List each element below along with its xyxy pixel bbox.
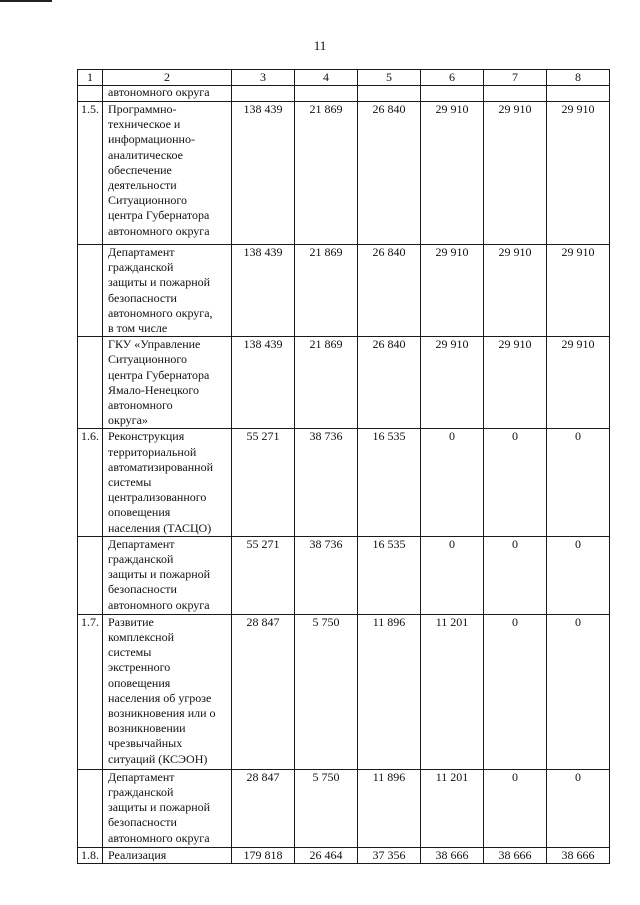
value-cell: 5 750: [295, 769, 358, 847]
row-name-cell: Департамент гражданской защиты и пожарной безопасности автономного округа: [103, 536, 232, 614]
value-cell: 21 869: [295, 337, 358, 429]
row-number-cell: 1.7.: [78, 614, 103, 769]
value-cell: 0: [421, 429, 484, 536]
value-cell: 5 750: [295, 614, 358, 769]
column-header: 4: [295, 70, 358, 86]
value-cell: 138 439: [232, 102, 295, 245]
value-cell: 26 840: [358, 337, 421, 429]
value-cell: 0: [547, 536, 610, 614]
value-cell: 38 666: [484, 847, 547, 863]
value-cell: 29 910: [547, 102, 610, 245]
value-cell: 16 535: [358, 429, 421, 536]
value-cell: 0: [547, 614, 610, 769]
value-cell: 29 910: [484, 102, 547, 245]
value-cell: [232, 86, 295, 102]
table-row: [78, 102, 610, 245]
row-name-cell: Департамент гражданской защиты и пожарной безопасности автономного округа, в том числе: [103, 245, 232, 337]
value-cell: 11 896: [358, 769, 421, 847]
value-cell: [484, 86, 547, 102]
value-cell: 29 910: [484, 245, 547, 337]
row-name-cell: Реализация: [103, 847, 232, 863]
value-cell: 29 910: [547, 245, 610, 337]
value-cell: 38 666: [421, 847, 484, 863]
value-cell: 21 869: [295, 245, 358, 337]
table-row: [78, 536, 610, 614]
value-cell: 26 464: [295, 847, 358, 863]
value-cell: [358, 86, 421, 102]
value-cell: 0: [547, 769, 610, 847]
value-cell: [295, 86, 358, 102]
value-cell: 26 840: [358, 245, 421, 337]
row-number-cell: 1.8.: [78, 847, 103, 863]
row-name-cell: автономного округа: [103, 86, 232, 102]
value-cell: 11 896: [358, 614, 421, 769]
table-row: [78, 245, 610, 337]
value-cell: 138 439: [232, 337, 295, 429]
row-name-cell: Реконструкция территориальной автоматизированной системы централизованного оповещения населения (ТАСЦО): [103, 429, 232, 536]
row-name-cell: Департамент гражданской защиты и пожарной безопасности автономного округа: [103, 769, 232, 847]
row-number-cell: 1.6.: [78, 429, 103, 536]
table-row: [78, 614, 610, 769]
value-cell: [547, 86, 610, 102]
value-cell: 0: [484, 614, 547, 769]
value-cell: 55 271: [232, 536, 295, 614]
value-cell: 29 910: [421, 337, 484, 429]
column-header: 1: [78, 70, 103, 86]
column-header: 6: [421, 70, 484, 86]
value-cell: 0: [484, 429, 547, 536]
row-name-cell: ГКУ «Управление Ситуационного центра Губернатора Ямало-Ненецкого автономного округа»: [103, 337, 232, 429]
column-header: 7: [484, 70, 547, 86]
value-cell: 29 910: [421, 102, 484, 245]
row-number-cell: [78, 337, 103, 429]
value-cell: 38 736: [295, 429, 358, 536]
column-header: 5: [358, 70, 421, 86]
column-header: 8: [547, 70, 610, 86]
row-name-cell: Развитие комплексной системы экстренного оповещения населения об угрозе возникновения или о возникновении чрезвычайных ситуаций (КСЭОН): [103, 614, 232, 769]
row-number-cell: [78, 86, 103, 102]
page-number: 11: [313, 38, 327, 53]
value-cell: 38 666: [547, 847, 610, 863]
column-header: 3: [232, 70, 295, 86]
value-cell: 21 869: [295, 102, 358, 245]
table-row: [78, 337, 610, 429]
value-cell: 29 910: [484, 337, 547, 429]
value-cell: 29 910: [421, 245, 484, 337]
column-header: 2: [103, 70, 232, 86]
value-cell: 0: [421, 536, 484, 614]
row-number-cell: 1.5.: [78, 102, 103, 245]
value-cell: 26 840: [358, 102, 421, 245]
row-number-cell: [78, 769, 103, 847]
value-cell: 138 439: [232, 245, 295, 337]
value-cell: 0: [484, 769, 547, 847]
value-cell: 37 356: [358, 847, 421, 863]
row-number-cell: [78, 536, 103, 614]
value-cell: 16 535: [358, 536, 421, 614]
value-cell: [421, 86, 484, 102]
value-cell: 55 271: [232, 429, 295, 536]
row-number-cell: [78, 245, 103, 337]
row-name-cell: Программно- техническое и информационно- аналитическое обеспечение деятельности Ситуационного центра Губернатора автономного округа: [103, 102, 232, 245]
continuation-row: [78, 86, 610, 102]
table-body: [78, 102, 610, 864]
table-row: [78, 847, 610, 863]
budget-table: [77, 69, 610, 864]
value-cell: 38 736: [295, 536, 358, 614]
value-cell: 28 847: [232, 769, 295, 847]
value-cell: 11 201: [421, 614, 484, 769]
table-row: [78, 429, 610, 536]
corner-rule: [0, 0, 52, 2]
table-header-row: [78, 70, 610, 86]
table-row: [78, 769, 610, 847]
value-cell: 28 847: [232, 614, 295, 769]
value-cell: 179 818: [232, 847, 295, 863]
value-cell: 0: [547, 429, 610, 536]
value-cell: 29 910: [547, 337, 610, 429]
value-cell: 0: [484, 536, 547, 614]
value-cell: 11 201: [421, 769, 484, 847]
